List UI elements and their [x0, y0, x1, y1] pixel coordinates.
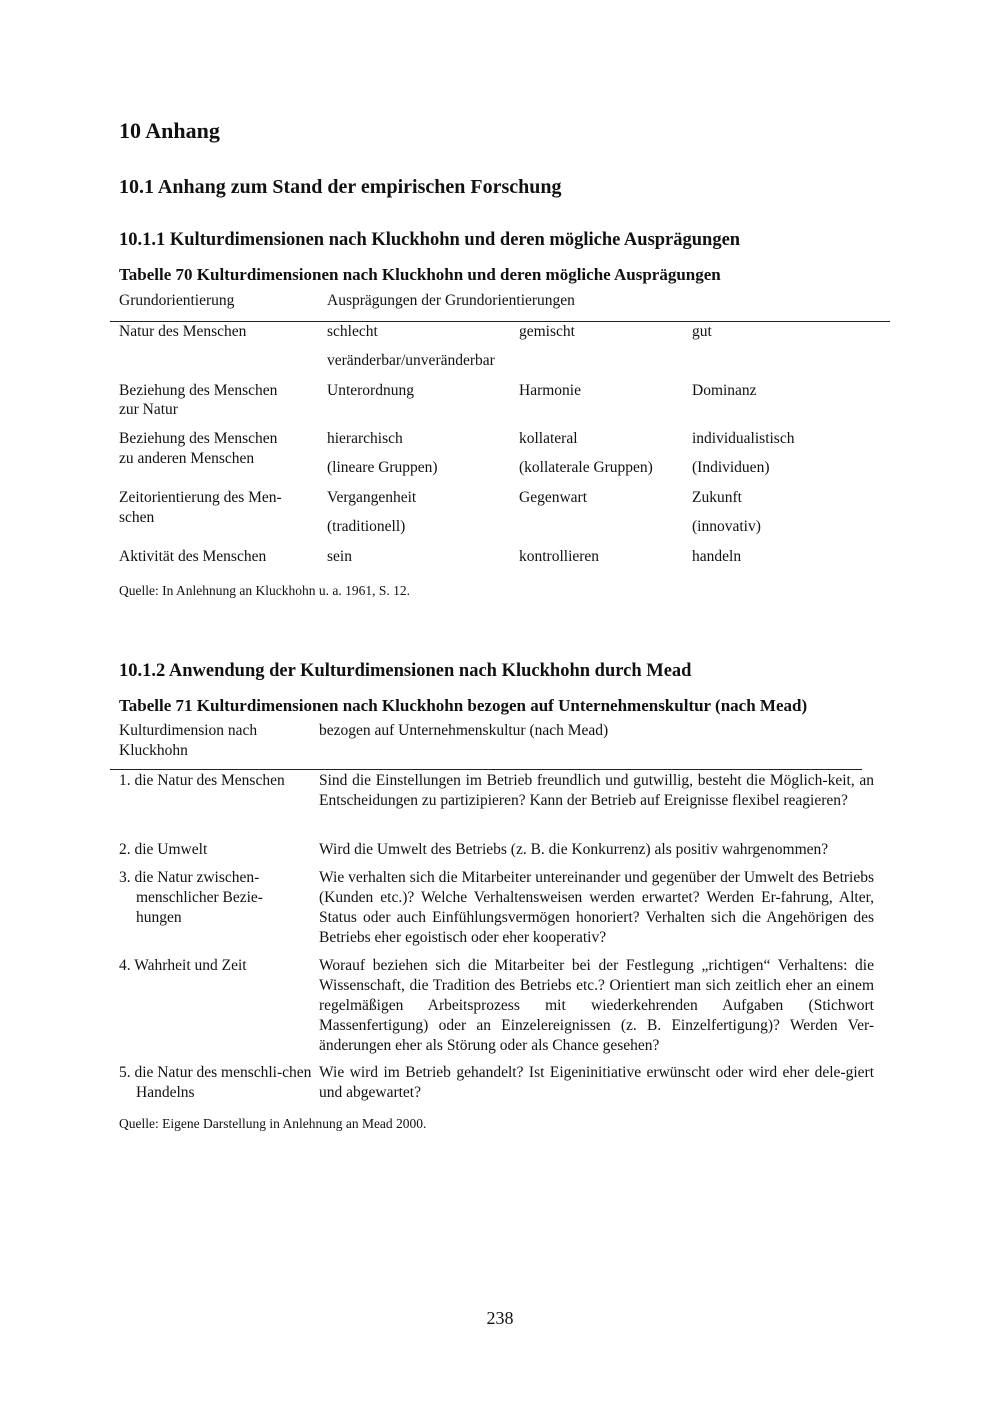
table70-caption: Tabelle 70 Kulturdimensionen nach Kluckhohn und deren mögliche Ausprägungen — [119, 265, 721, 284]
row-label: Beziehung des Menschen — [119, 430, 278, 447]
dimension-label: 3. die Natur zwischen-menschlicher Bezie-hungen — [119, 869, 263, 926]
cell: Gegenwart — [519, 489, 587, 506]
table71-source: Quelle: Eigene Darstellung in Anlehnung an Mead 2000. — [119, 1116, 427, 1131]
subsection-heading-2: 10.1.2 Anwendung der Kulturdimensionen nach Kluckhohn durch Mead — [119, 661, 692, 681]
cell: gemischt — [519, 323, 575, 340]
cell: hierarchisch — [327, 430, 403, 447]
dimension-label: 1. die Natur des Menschen — [119, 772, 285, 789]
cell: gut — [692, 323, 712, 340]
table70-header-col2: Ausprägungen der Grundorientierungen — [327, 292, 575, 309]
cell: sein — [327, 548, 352, 565]
cell: Dominanz — [692, 382, 757, 399]
dimension-description: Wie wird im Betrieb gehandelt? Ist Eigeninitiative erwünscht oder wird eher dele-giert und abgewartet? — [319, 1064, 874, 1101]
cell: individualistisch — [692, 430, 795, 447]
cell: kontrollieren — [519, 548, 600, 565]
row-label: Aktivität des Menschen — [119, 548, 267, 565]
cell: handeln — [692, 548, 742, 565]
cell-sub: (innovativ) — [692, 518, 761, 535]
cell: schlecht — [327, 323, 378, 340]
dimension-label: 2. die Umwelt — [119, 841, 208, 858]
cell-sub: (Individuen) — [692, 459, 770, 476]
cell: Unterordnung — [327, 382, 414, 399]
cell: Zukunft — [692, 489, 742, 506]
table70-header-col1: Grundorientierung — [119, 292, 235, 309]
table70-source: Quelle: In Anlehnung an Kluckhohn u. a. 1961, S. 12. — [119, 583, 410, 598]
section-heading: 10.1 Anhang zum Stand der empirischen Forschung — [119, 176, 562, 198]
cell-sub: (kollaterale Gruppen) — [519, 459, 653, 476]
cell: Harmonie — [519, 382, 581, 399]
page-number: 238 — [486, 1308, 514, 1328]
row-label: Beziehung des Menschen — [119, 382, 278, 399]
dimension-description: Wird die Umwelt des Betriebs (z. B. die Konkurrenz) als positiv wahrgenommen? — [319, 841, 829, 858]
chapter-heading: 10 Anhang — [119, 118, 220, 143]
dimension-label: 4. Wahrheit und Zeit — [119, 957, 247, 974]
cell-sub: veränderbar/unveränderbar — [327, 352, 495, 369]
row-label-cont: zur Natur — [119, 401, 178, 418]
cell-sub: (lineare Gruppen) — [327, 459, 438, 476]
cell-sub: (traditionell) — [327, 518, 406, 535]
cell: Vergangenheit — [327, 489, 417, 506]
table71-header-col1: Kulturdimension nach Kluckhohn — [119, 722, 258, 759]
dimension-description: Worauf beziehen sich die Mitarbeiter bei der Festlegung „richtigen“ Verhaltens: die Wissenschaft, die Tradition des Betriebs etc.? Orientiert man sich zeitlich eher an einem regelmäßigen Arbeitsprozess mit wiederkehrenden Aufgaben (Stichwort Massenfertigung) oder an Einzelereignissen (z. B. Einzelfertigung)? Werden Ver-änderungen eher als Störung oder als Chance gesehen? — [319, 957, 874, 1054]
dimension-description: Wie verhalten sich die Mitarbeiter untereinander und gegenüber der Umwelt des Betriebs (Kunden etc.)? Welche Verhaltensweisen werden erwartet? Werden Er-fahrung, Alter, Status oder auch Einfühlungsvermögen honoriert? Verhalten sich die Angehörigen des Betriebs eher egoistisch oder eher kooperativ? — [319, 869, 874, 946]
row-label: Zeitorientierung des Men- — [119, 489, 282, 506]
subsection-heading-1: 10.1.1 Kulturdimensionen nach Kluckhohn und deren mögliche Ausprägungen — [119, 230, 741, 250]
row-label-cont: zu anderen Menschen — [119, 450, 255, 467]
dimension-description: Sind die Einstellungen im Betrieb freundlich und gutwillig, besteht die Möglich-keit, an Entscheidungen zu partizipieren? Kann der Betrieb auf Ereignisse flexibel reagieren? — [319, 772, 874, 809]
table71-caption: Tabelle 71 Kulturdimensionen nach Kluckhohn bezogen auf Unternehmenskultur (nach Mead) — [119, 696, 808, 715]
dimension-label: 5. die Natur des menschli-chen Handelns — [119, 1064, 312, 1101]
cell: kollateral — [519, 430, 578, 447]
table71-header-col2: bezogen auf Unternehmenskultur (nach Mead) — [319, 722, 609, 739]
row-label: Natur des Menschen — [119, 323, 247, 340]
table71-header-rule — [110, 769, 862, 770]
row-label-cont: schen — [119, 509, 155, 526]
